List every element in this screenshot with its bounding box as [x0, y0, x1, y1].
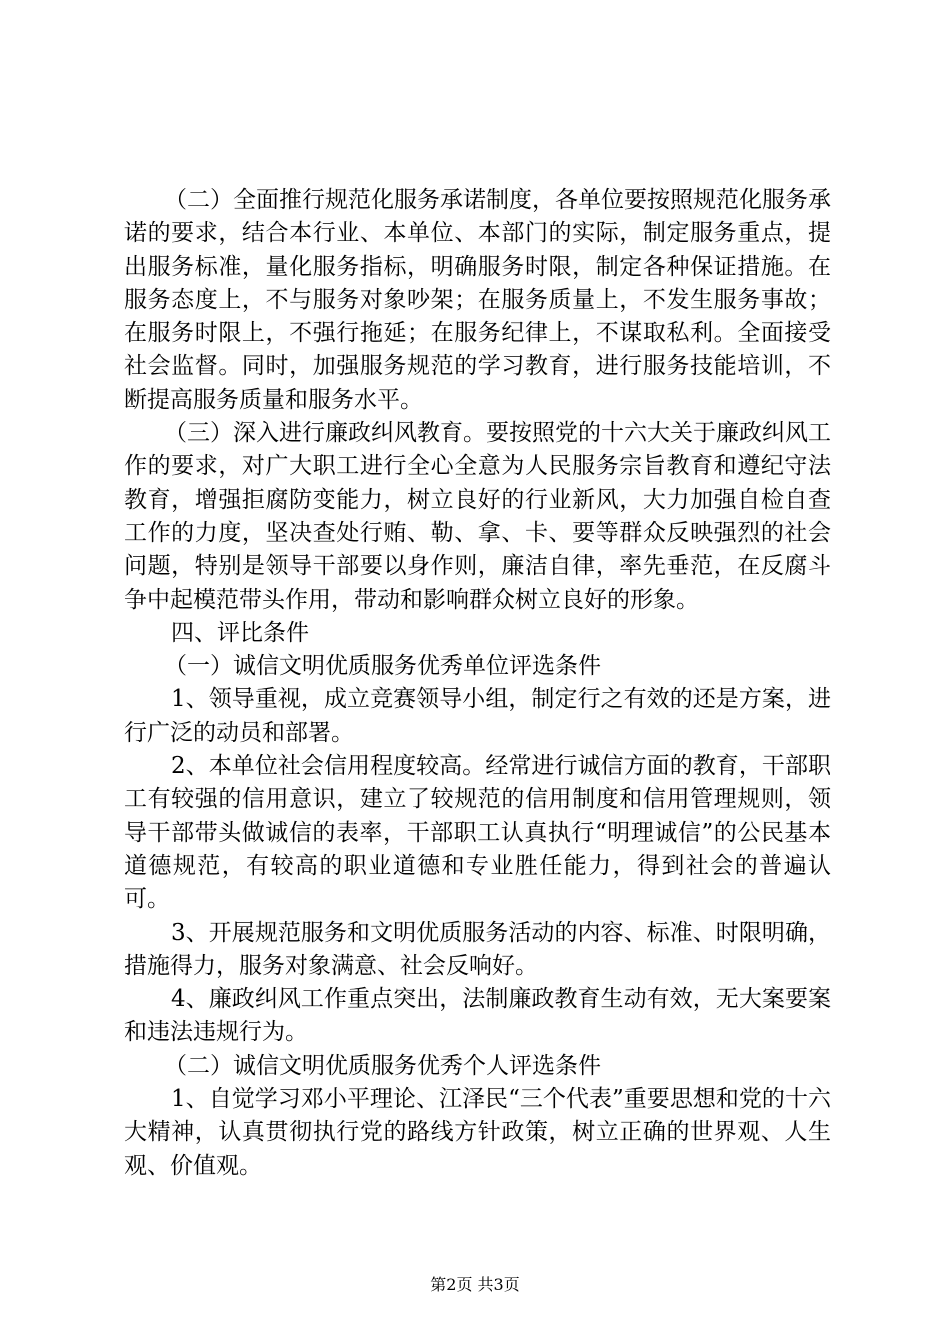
document-body: [124, 184, 831, 1183]
list-item-individual-1: 1、自觉学习邓小平理论、江泽民“三个代表”重要思想和党的十六大精神，认真贯彻执行党的路线方针政策，树立正确的世界观、人生观、价值观。: [124, 1086, 831, 1179]
list-item-unit-4: 4、廉政纠风工作重点突出，法制廉政教育生动有效，无大案要案和违法违规行为。: [124, 986, 831, 1046]
list-item-unit-2: 2、本单位社会信用程度较高。经常进行诚信方面的教育，干部职工有较强的信用意识，建立了较规范的信用制度和信用管理规则，领导干部带头做诚信的表率，干部职工认真执行“明理诚信”的公民基本道德规范，有较高的职业道德和专业胜任能力，得到社会的普遍认可。: [124, 753, 831, 913]
section-heading-criteria: 四、评比条件: [171, 619, 309, 646]
subheading-unit-criteria: （一）诚信文明优质服务优秀单位评选条件: [164, 653, 601, 680]
paragraph-service-commitment: （二）全面推行规范化服务承诺制度，各单位要按照规范化服务承诺的要求，结合本行业、本单位、本部门的实际，制定服务重点，提出服务标准，量化服务指标，明确服务时限，制定各种保证措施。在服务态度上，不与服务对象吵架；在服务质量上，不发生服务事故；在服务时限上，不强行拖延；在服务纪律上，不谋取私利。全面接受社会监督。同时，加强服务规范的学习教育，进行服务技能培训，不断提高服务质量和服务水平。: [124, 187, 831, 413]
paragraph-integrity-education: （三）深入进行廉政纠风教育。要按照党的十六大关于廉政纠风工作的要求，对广大职工进行全心全意为人民服务宗旨教育和遵纪守法教育，增强拒腐防变能力，树立良好的行业新风，大力加强自检自查工作的力度，坚决查处行贿、勒、拿、卡、要等群众反映强烈的社会问题，特别是领导干部要以身作则，廉洁自律，率先垂范，在反腐斗争中起模范带头作用，带动和影响群众树立良好的形象。: [124, 420, 831, 613]
subheading-individual-criteria: （二）诚信文明优质服务优秀个人评选条件: [164, 1052, 601, 1079]
page-number-footer: 第2页 共3页: [430, 1275, 520, 1294]
list-item-unit-1: 1、领导重视，成立竞赛领导小组，制定行之有效的还是方案，进行广泛的动员和部署。: [124, 686, 831, 746]
list-item-unit-3: 3、开展规范服务和文明优质服务活动的内容、标准、时限明确，措施得力，服务对象满意、社会反响好。: [124, 919, 831, 979]
